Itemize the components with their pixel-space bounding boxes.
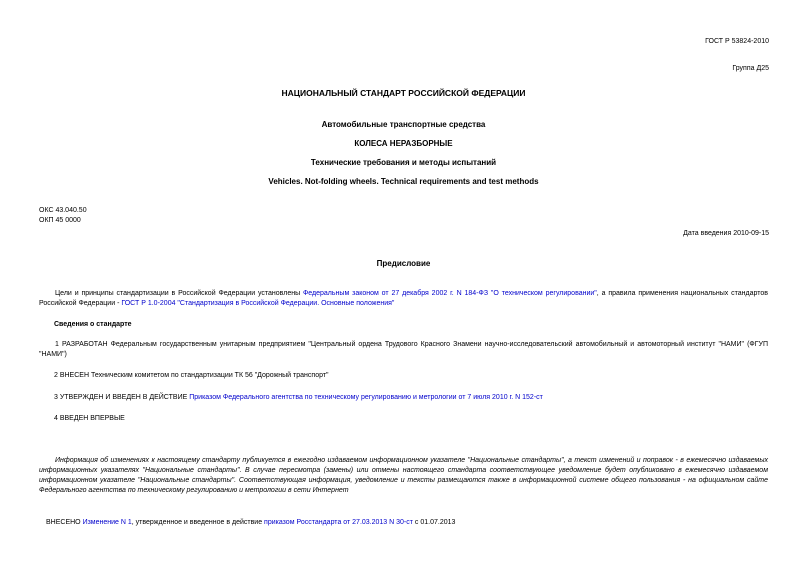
order-link[interactable]: Приказом Федерального агентства по техническому регулированию и метрологии от 7 июля 2010 г. N 152-ст: [189, 394, 543, 401]
english-title: Vehicles. Not-folding wheels. Technical requirements and test methods: [268, 177, 539, 186]
document-group: Группа Д25: [732, 65, 769, 72]
changes-notice: Информация об изменениях к настоящему стандарту публикуется в ежегодно издаваемом информационном указателе "Национальные стандарты", а текст изменений и поправок - в ежемесячно издаваемых информационных указателях "Национальные стандарты". В случае пересмотра (замены) или отмены настоящего стандарта соответствующее уведомление будет опубликовано в ежемесячно издаваемом информационном указателе "Национальные стандарты". Соответствующая информация, уведомление и тексты размещаются также в информационной системе общего пользования - на официальном сайте Федерального агентства по техническому регулированию и метрологии в сети Интернет: [39, 457, 768, 494]
foreword-text-2: , а правила применения национальных стандартов Российской Федерации -: [39, 290, 769, 307]
item-2-submitted: 2 ВНЕСЕН Техническим комитетом по стандартизации ТК 56 "Дорожный транспорт": [54, 372, 329, 379]
federal-law-link[interactable]: Федеральным законом от 27 декабря 2002 г. N 184-ФЗ "О техническом регулировании": [302, 290, 597, 297]
oks-code: ОКС 43.040.50: [39, 207, 87, 214]
foreword-heading: Предисловие: [376, 259, 431, 268]
foreword-paragraph: [39, 289, 768, 309]
foreword-text-1: Цели и принципы стандартизации в Российской Федерации установлены: [55, 290, 303, 297]
item-3-approved: [54, 393, 543, 402]
rosstandart-order-link[interactable]: приказом Росстандарта от 27.03.2013 N 30-ст: [264, 519, 413, 526]
requirements-title: Технические требования и методы испытаний: [310, 158, 497, 167]
amendment-line: [46, 518, 455, 527]
national-standard-title: НАЦИОНАЛЬНЫЙ СТАНДАРТ РОССИЙСКОЙ ФЕДЕРАЦИИ: [281, 88, 526, 98]
amendment-text-3: с 01.07.2013: [412, 519, 456, 526]
amendment-text-2: , утвержденное и введенное в действие: [131, 519, 265, 526]
standard-info-heading: Сведения о стандарте: [54, 321, 132, 328]
item-1-developed: 1 РАЗРАБОТАН Федеральным государственным унитарным предприятием "Центральный ордена Трудового Красного Знамени научно-исследовательский автомобильный и автомоторный институт "НАМИ" (ФГУП "НАМИ"): [39, 341, 768, 358]
okp-code: ОКП 45 0000: [39, 217, 81, 224]
gost-r-1-0-link[interactable]: ГОСТ Р 1.0-2004 "Стандартизация в Российской Федерации. Основные положения": [121, 300, 395, 307]
wheels-title: КОЛЕСА НЕРАЗБОРНЫЕ: [354, 139, 453, 148]
amendment-text-1: ВНЕСЕНО: [46, 519, 83, 526]
item-3-text: 3 УТВЕРЖДЕН И ВВЕДЕН В ДЕЙСТВИЕ: [54, 394, 190, 401]
vehicles-title: Автомобильные транспортные средства: [321, 120, 486, 129]
document-code: ГОСТ Р 53824-2010: [705, 38, 769, 45]
item-4-introduced: 4 ВВЕДЕН ВПЕРВЫЕ: [54, 415, 125, 422]
amendment-link[interactable]: Изменение N 1: [82, 519, 132, 526]
introduction-date: Дата введения 2010-09-15: [683, 230, 769, 237]
